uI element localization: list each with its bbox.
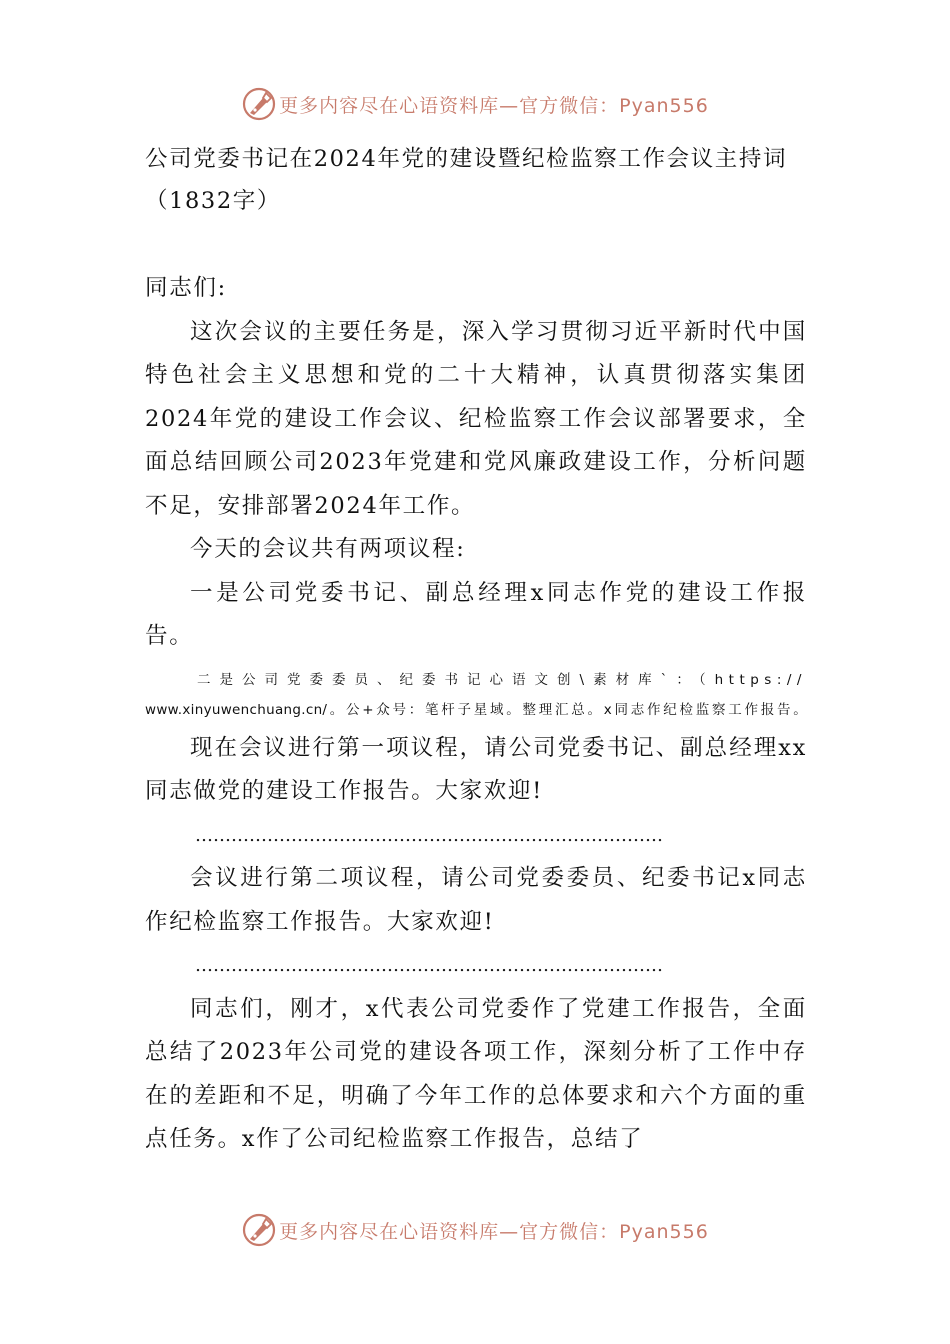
- paragraph-4-line-2: www.xinyuwenchuang.cn/。公+众号：笔杆子星域。整理汇总。x同志作纪检监察工作报告。: [145, 701, 807, 718]
- pen-nib-logo-icon: [241, 1212, 277, 1248]
- paragraph-5: 现在会议进行第一项议程，请公司党委书记、副总经理xx同志做党的建设工作报告。大家欢迎!: [145, 734, 807, 804]
- document-title: 公司党委书记在2024年党的建设暨纪检监察工作会议主持词（1832字）: [145, 146, 788, 214]
- pen-nib-logo-icon: [241, 86, 277, 122]
- document-body: [145, 138, 807, 1162]
- ellipsis-divider-1: ……………………………………………………………………: [195, 824, 663, 846]
- ellipsis-divider-2: ……………………………………………………………………: [195, 955, 663, 976]
- paragraph-4-line-1: 二是公司党委委员、纪委书记心语文创\素材库`：（https://: [197, 671, 807, 688]
- paragraph-6: 会议进行第二项议程，请公司党委委员、纪委书记x同志作纪检监察工作报告。大家欢迎!: [145, 865, 807, 935]
- watermark-banner-bottom: [0, 1210, 950, 1250]
- paragraph-7: 同志们，刚才，x代表公司党委作了党建工作报告，全面总结了2023年公司党的建设各项工作，深刻分析了工作中存在的差距和不足，明确了今年工作的总体要求和六个方面的重点任务。x作了公司纪检监察工作报告，总结了: [145, 995, 807, 1152]
- watermark-banner-top: [0, 84, 950, 124]
- salutation: 同志们:: [145, 275, 227, 301]
- paragraph-1: 这次会议的主要任务是，深入学习贯彻习近平新时代中国特色社会主义思想和党的二十大精神，认真贯彻落实集团2024年党的建设工作会议、纪检监察工作会议部署要求，全面总结回顾公司2023年党建和党风廉政建设工作，分析问题不足，安排部署2024年工作。: [145, 318, 807, 519]
- watermark-text: 更多内容尽在心语资料库—官方微信：Pyan556: [279, 94, 709, 117]
- watermark-text: 更多内容尽在心语资料库—官方微信：Pyan556: [279, 1220, 709, 1243]
- paragraph-4: [145, 665, 807, 725]
- paragraph-2: 今天的会议共有两项议程:: [190, 536, 466, 562]
- paragraph-3: 一是公司党委书记、副总经理x同志作党的建设工作报告。: [145, 579, 807, 649]
